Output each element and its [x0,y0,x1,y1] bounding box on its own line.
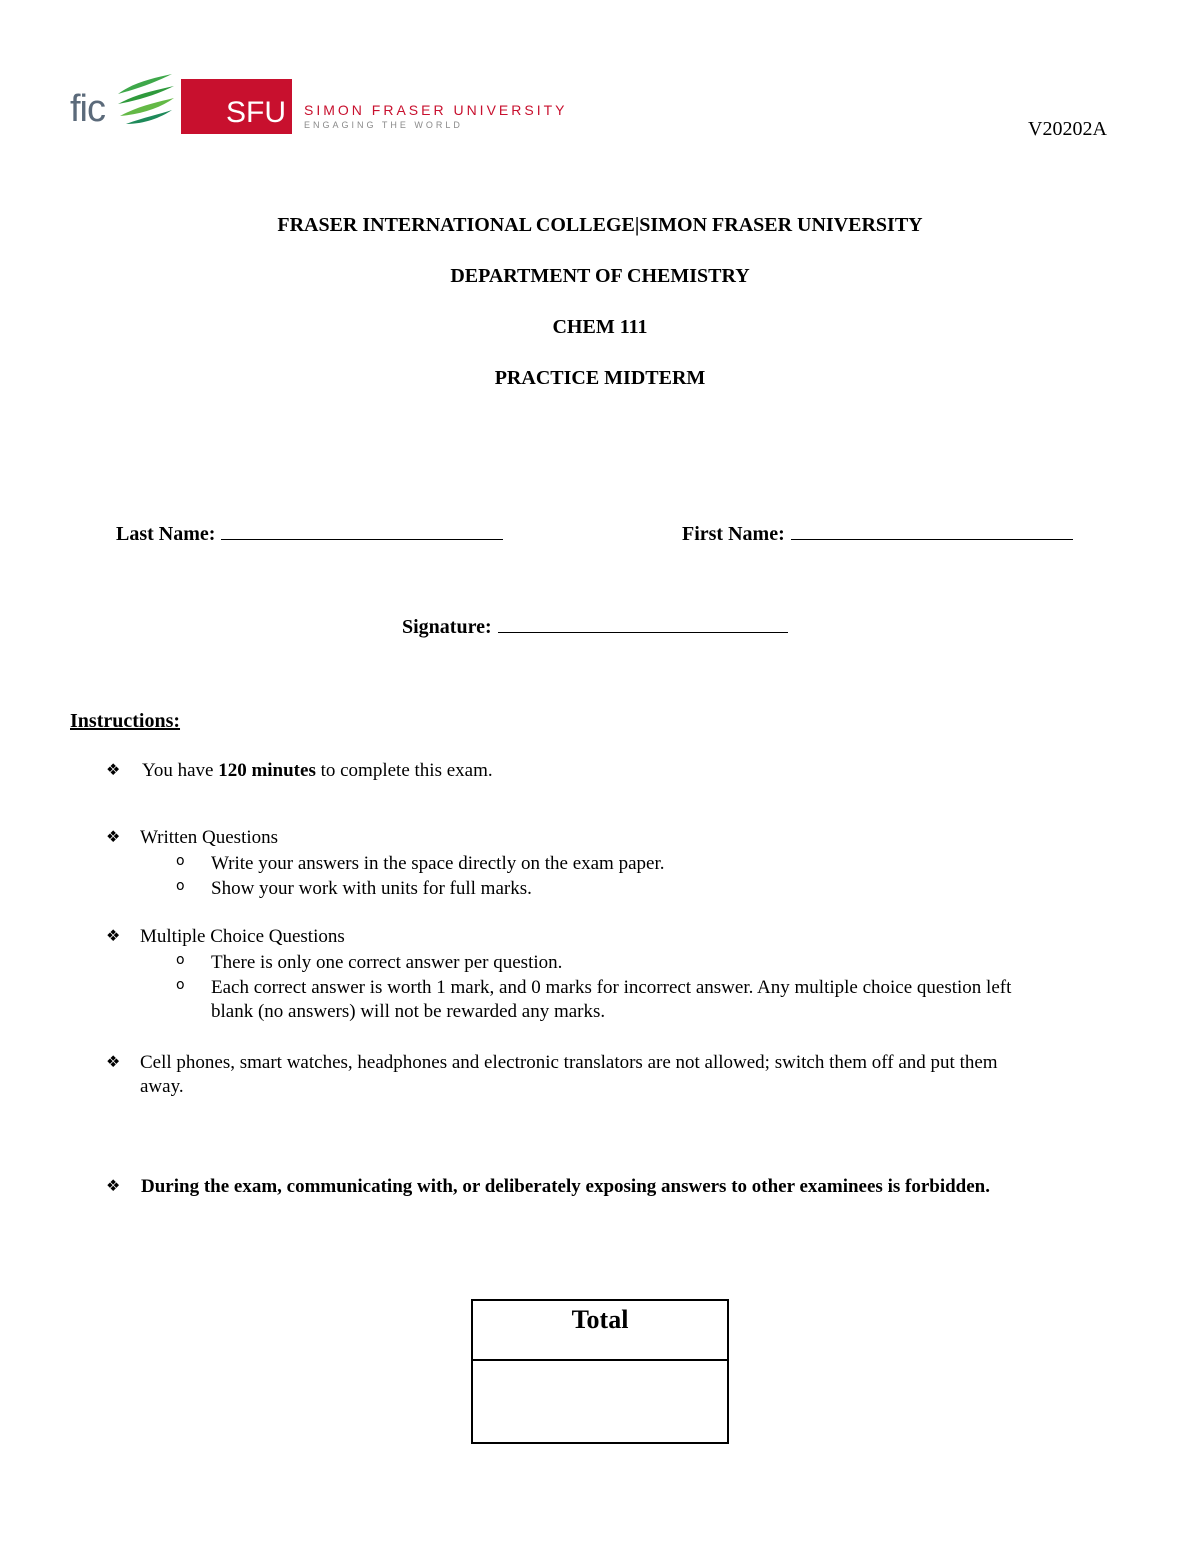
sfu-tagline: ENGAGING THE WORLD [304,120,463,130]
last-name-label: Last Name: [116,523,216,545]
course-title: CHEM 111 [552,316,648,338]
phones-instruction: ❖ Cell phones, smart watches, headphones and electronic translators are not allowed; switch them off and put them [106,1052,998,1073]
diamond-bullet-icon: ❖ [106,827,121,846]
sfu-logo [181,79,292,134]
first-name-line[interactable] [791,521,1073,540]
diamond-bullet-icon: ❖ [106,760,121,779]
college-title: FRASER INTERNATIONAL COLLEGE|SIMON FRASER UNIVERSITY [277,214,923,236]
fic-logo-text: fic [70,88,105,130]
circle-bullet-icon: o [176,853,185,869]
total-score-cell[interactable] [473,1361,727,1442]
first-name-label: First Name: [682,523,785,545]
fic-logo [68,72,176,134]
circle-bullet-icon: o [176,977,185,993]
last-name-line[interactable] [221,521,503,540]
version-code: V20202A [1028,118,1107,140]
first-name-field[interactable] [682,521,1073,546]
diamond-bullet-icon: ❖ [106,1052,121,1071]
department-title: DEPARTMENT OF CHEMISTRY [450,265,750,287]
last-name-field[interactable] [116,521,503,546]
written-questions-heading: ❖ Written Questions [106,827,279,848]
circle-bullet-icon: o [176,952,185,968]
sfu-name: SIMON FRASER UNIVERSITY [304,102,568,118]
total-label: Total [473,1301,727,1361]
time-instruction: ❖ You have 120 minutes to complete this exam. [106,760,493,781]
signature-line[interactable] [498,614,788,633]
total-score-box [471,1299,729,1444]
time-limit: 120 minutes [218,760,316,781]
instructions-title: Instructions: [70,710,181,732]
circle-bullet-icon: o [176,878,185,894]
sfu-logo-text: SFU [226,96,286,129]
exam-title: PRACTICE MIDTERM [494,367,706,389]
list-item: o Each correct answer is worth 1 mark, and 0 marks for incorrect answer. Any multiple choice question left [176,977,1012,998]
signature-label: Signature: [402,616,492,638]
list-item-continuation: blank (no answers) will not be rewarded any marks. [211,1001,606,1022]
forbidden-instruction: ❖ During the exam, communicating with, or deliberately exposing answers to other examinees is forbidden. [106,1176,990,1197]
diamond-bullet-icon: ❖ [106,926,121,945]
list-item: o There is only one correct answer per question. [176,952,563,973]
list-item: o Write your answers in the space directly on the exam paper. [176,853,665,874]
signature-field[interactable] [402,614,788,639]
diamond-bullet-icon: ❖ [106,1176,121,1195]
list-item: o Show your work with units for full marks. [176,878,532,899]
fic-swoosh-icon [116,72,176,128]
phones-instruction-continuation: away. [140,1076,184,1097]
multiple-choice-heading: ❖ Multiple Choice Questions [106,926,345,947]
